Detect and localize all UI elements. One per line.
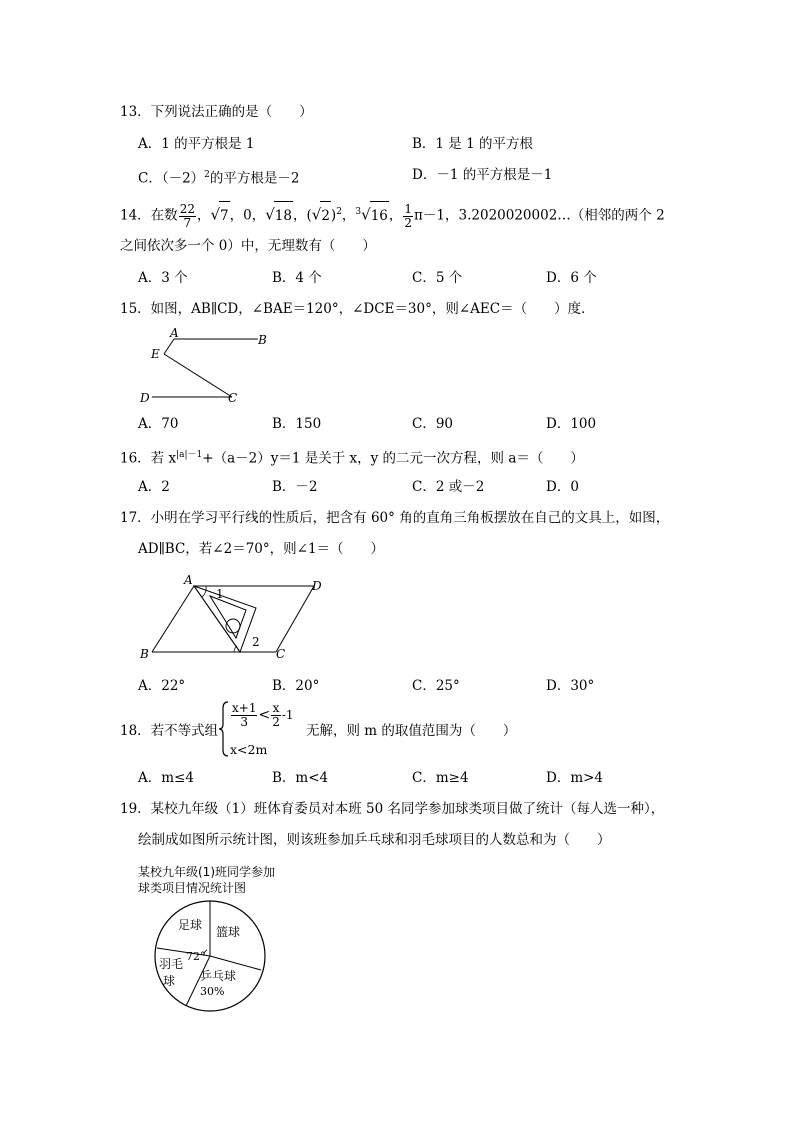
- q16-option-c: C．2 或－2: [412, 479, 485, 495]
- q19-stem-line2: 绘制成如图所示统计图，则该班参加乒乓球和羽毛球项目的人数总和为（ ）: [138, 832, 611, 848]
- q13-option-d: D．－1 的平方根是－1: [412, 167, 553, 183]
- pie-label-basketball: 篮球: [216, 925, 241, 939]
- pie-label-badminton-1: 羽毛: [159, 957, 184, 971]
- q17-figure: [136, 570, 336, 666]
- q19-stem-line1: 19．某校九年级（1）班体育委员对本班 50 名同学参加球类项目做了统计（每人选一种），: [120, 801, 665, 817]
- q17-label-a: A: [184, 573, 193, 587]
- q18-option-c: C．m≥4: [412, 770, 469, 786]
- q14-option-d: D．6 个: [546, 270, 597, 286]
- pie-label-football: 足球: [178, 918, 203, 932]
- pie-divider-right: [210, 956, 261, 970]
- q17-option-a: A．22°: [138, 678, 186, 694]
- q17-label-angle2: 2: [252, 635, 260, 649]
- q17-stem-line2: AD∥BC，若∠2＝70°，则∠1＝（ ）: [138, 541, 385, 557]
- q17-label-angle1: 1: [216, 587, 224, 601]
- q18-stem-suffix: 无解，则 m 的取值范围为（ ）: [306, 723, 517, 739]
- q15-label-e: E: [151, 347, 160, 361]
- q15-option-b: B．150: [272, 416, 322, 432]
- q18-brace: [218, 700, 230, 758]
- q18-option-d: D．m>4: [546, 770, 604, 786]
- pie-label-badminton-2: 球: [163, 974, 176, 988]
- q15-option-a: A．70: [138, 416, 179, 432]
- q18-inequality-2: x<2m: [230, 742, 268, 757]
- q17-option-b: B．20°: [272, 678, 320, 694]
- q18-option-a: A．m≤4: [138, 770, 194, 786]
- q13-option-c: C．$(-2)^2$的平方根是－2: [138, 170, 300, 187]
- q16-option-b: B．－2: [272, 479, 318, 495]
- q14-stem-line1: 14．在数 $\frac{22}{7}$ ，√7，0，√18，$(√2)^2$，$^3$√16， $\frac{1}{2}$ π－1，3.2020020002…（相邻的两个 2: [120, 201, 665, 230]
- q14-option-b: B．4 个: [272, 270, 322, 286]
- q16-stem: 16．若 $x^{|a|-1}+(a-2)y=1$ 是关于 x，y 的二元一次方程，则 a＝（ ）: [120, 450, 584, 467]
- q13-option-b: B．1 是 1 的平方根: [412, 136, 533, 152]
- q17-label-c: C: [276, 647, 286, 661]
- q13-stem: 13．下列说法正确的是（ ）: [120, 104, 313, 120]
- q17-label-b: B: [140, 647, 149, 661]
- q15-label-b: B: [258, 333, 267, 347]
- pie-label-pingpong: 乒乓球: [200, 969, 237, 983]
- q17-stem-line1: 17．小明在学习平行线的性质后，把含有 60° 角的直角三角板摆放在自己的文具上，如图，: [120, 510, 670, 526]
- q18-stem-prefix: 18．若不等式组: [120, 723, 219, 739]
- chart-title-line2: 球类项目情况统计图: [138, 881, 247, 895]
- q15-label-a: A: [170, 326, 179, 340]
- q16-option-a: A．2: [138, 479, 170, 495]
- q15-stem: 15．如图，AB∥CD，∠BAE＝120°，∠DCE＝30°，则∠AEC＝（ ）度．: [120, 301, 595, 317]
- q15-figure: [136, 326, 276, 408]
- pie-label-pingpong-percent: 30%: [200, 985, 225, 998]
- chart-title-line1: 某校九年级(1)班同学参加: [138, 865, 275, 879]
- q13-option-a: A．1 的平方根是 1: [138, 136, 255, 152]
- q14-stem-line2: 之间依次多一个 0）中，无理数有（ ）: [120, 238, 376, 254]
- q16-option-d: D．0: [546, 479, 579, 495]
- q18-option-b: B．m<4: [272, 770, 329, 786]
- q14-option-c: C．5 个: [412, 270, 463, 286]
- q17-option-c: C．25°: [412, 678, 460, 694]
- q17-label-d: D: [312, 579, 322, 593]
- q17-option-d: D．30°: [546, 678, 595, 694]
- q15-option-d: D．100: [546, 416, 597, 432]
- q15-label-d: D: [140, 391, 150, 405]
- pie-angle-72: 72°: [186, 950, 206, 963]
- q15-option-c: C．90: [412, 416, 454, 432]
- q18-inequality-1: $\frac{x+1}{3}$ < $\frac{x}{2}$ -1: [232, 701, 294, 729]
- q15-label-c: C: [228, 391, 238, 405]
- pie-chart: [146, 898, 276, 1016]
- q14-option-a: A．3 个: [138, 270, 188, 286]
